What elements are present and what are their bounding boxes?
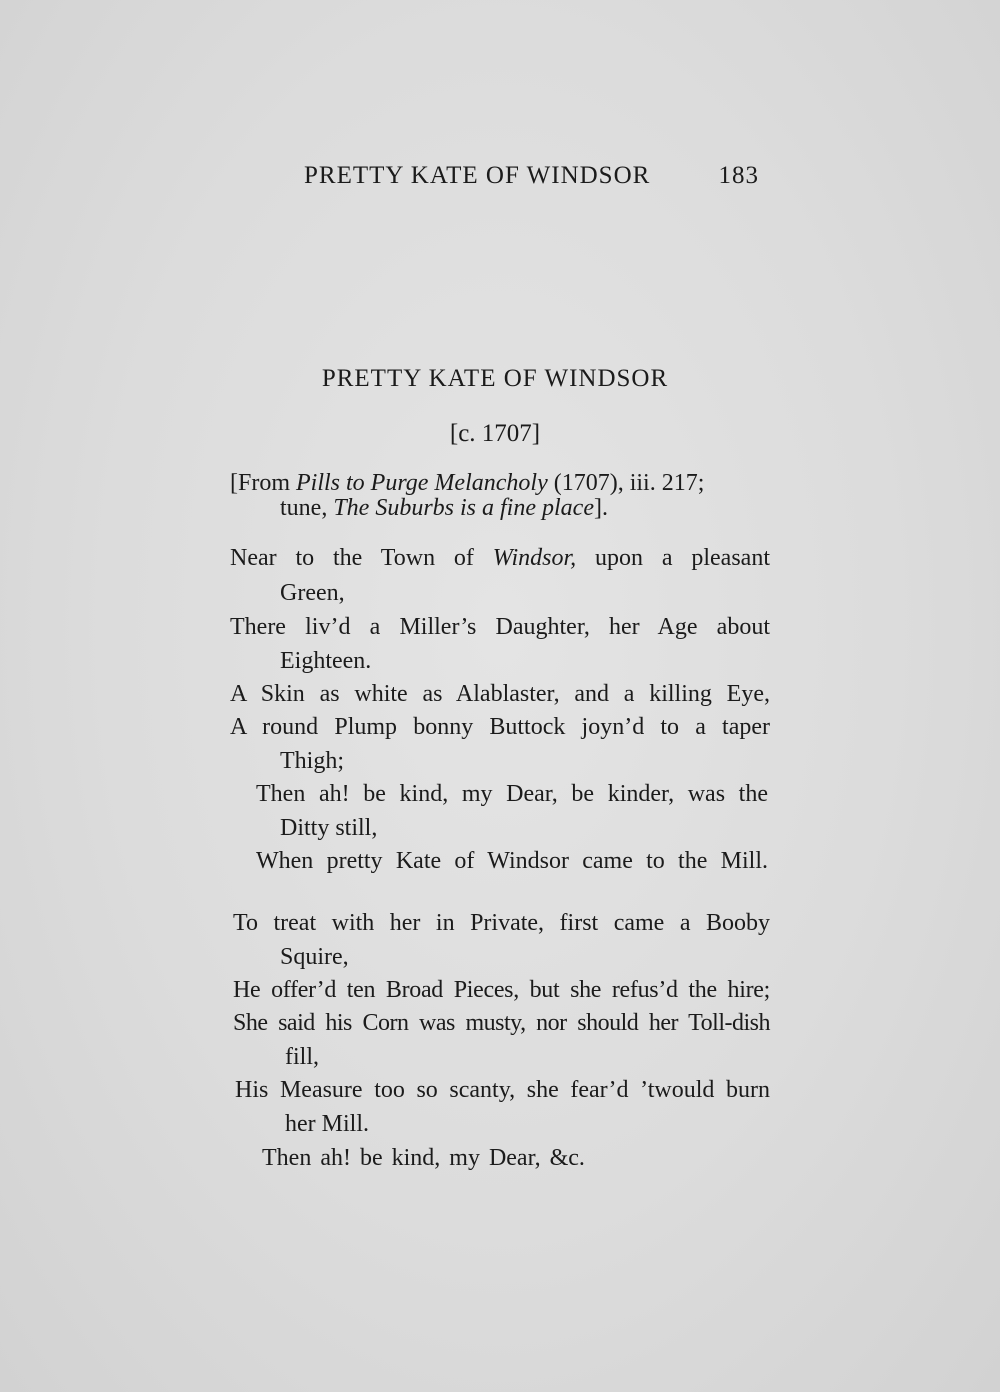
verse-text: Near to the Town of [230, 545, 493, 571]
place-name: Windsor, [492, 545, 577, 571]
source-note-line-2 [280, 495, 770, 522]
stanza-2-refrain: Then ah! be kind, my Dear, &c. [262, 1145, 585, 1171]
stanza-1-refrain-line-2: When pretty Kate of Windsor came to the Mill. [256, 848, 768, 874]
stanza-2-line-1-continuation: Squire, [280, 944, 349, 970]
page-number: 183 [718, 162, 759, 189]
stanza-2-line-3-continuation: fill, [285, 1044, 319, 1070]
stanza-2-line-4: His Measure too so scanty, she fear’d ’twould burn [235, 1077, 770, 1103]
stanza-1-line-3: A Skin as white as Alablaster, and a killing Eye, [230, 681, 770, 707]
stanza-1-line-4: A round Plump bonny Buttock joyn’d to a taper [230, 714, 770, 740]
poem-date: [c. 1707] [449, 420, 541, 447]
stanza-2-line-1: To treat with her in Private, first came a Booby [233, 910, 770, 936]
tune-suffix: ]. [593, 495, 608, 521]
poem-title: PRETTY KATE OF WINDSOR [321, 365, 669, 392]
stanza-2-line-4-continuation: her Mill. [285, 1111, 369, 1137]
stanza-1-line-2-continuation: Eighteen. [280, 648, 372, 674]
stanza-1-line-2: There liv’d a Miller’s Daughter, her Age about [230, 614, 770, 640]
running-head-title: PRETTY KATE OF WINDSOR [304, 162, 651, 189]
source-prefix: [From [230, 470, 296, 496]
stanza-1-line-1 [230, 545, 770, 572]
tune-title: The Suburbs is a fine place [333, 495, 594, 521]
source-work-title: Pills to Purge Melancholy [296, 470, 548, 496]
verse-text: upon a pleasant [576, 545, 770, 571]
stanza-2-line-2: He offer’d ten Broad Pieces, but she refus’d the hire; [233, 977, 770, 1003]
stanza-1-line-1-continuation: Green, [280, 580, 345, 606]
stanza-1-refrain-line-1: Then ah! be kind, my Dear, be kinder, was the [256, 781, 768, 807]
stanza-2-line-3: She said his Corn was musty, nor should her Toll-dish [233, 1010, 770, 1036]
stanza-1-line-4-continuation: Thigh; [280, 748, 344, 774]
source-citation: (1707), iii. 217; [547, 470, 705, 496]
source-note-line-1 [230, 470, 770, 497]
stanza-1-refrain-continuation: Ditty still, [280, 815, 378, 841]
tune-prefix: tune, [280, 495, 334, 521]
